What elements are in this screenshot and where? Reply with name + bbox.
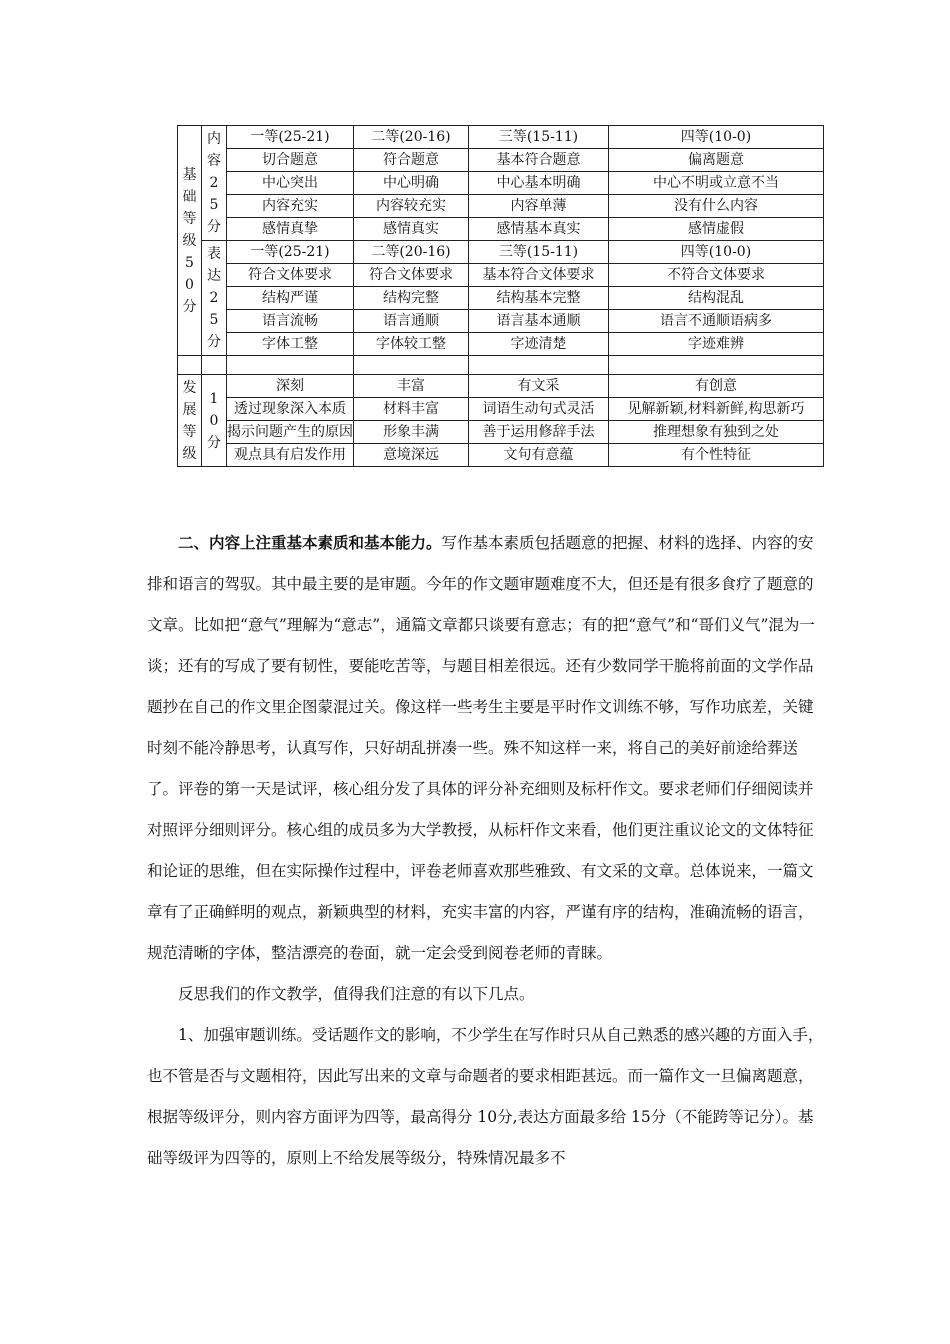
table-cell: 语言基本通顺 [469,310,609,333]
table-row [178,172,824,195]
table-row [178,195,824,218]
table-cell: 意境深远 [354,444,469,467]
table-cell: 结构基本完整 [469,287,609,310]
table-cell: 基本符合文体要求 [469,264,609,287]
table-row [178,310,824,333]
content-label: 内 容 2 5 分 [202,126,227,241]
table-header-row [178,241,824,264]
table-cell: 偏离题意 [609,149,824,172]
table-cell: 字体工整 [227,333,354,356]
table-row [178,444,824,467]
table-cell: 结构严谨 [227,287,354,310]
table-cell: 字体较工整 [354,333,469,356]
table-cell: 符合文体要求 [354,264,469,287]
table-cell: 感情真挚 [227,218,354,241]
development-level-label: 发 展 等 级 [178,375,202,467]
table-cell: 有个性特征 [609,444,824,467]
table-cell: 丰富 [354,375,469,398]
table-cell: 字迹难辨 [609,333,824,356]
table-cell: 一等(25-21) [227,241,354,264]
table-row [178,421,824,444]
table-cell: 符合文体要求 [227,264,354,287]
table-cell: 四等(10-0) [609,241,824,264]
document-body [147,522,827,1179]
table-cell: 内容充实 [227,195,354,218]
table-row [178,398,824,421]
table-cell: 文句有意蕴 [469,444,609,467]
table-row [178,264,824,287]
table-cell: 深刻 [227,375,354,398]
table-cell: 三等(15-11) [469,126,609,149]
table-cell: 二等(20-16) [354,241,469,264]
paragraph-point-1: 1、加强审题训练。受话题作文的影响，不少学生在写作时只从自己熟悉的感兴趣的方面入手，也不管是否与文题相符，因此写出来的文章与命题者的要求相距甚远。而一篇作文一旦偏离题意，根据等级评分，则内容方面评为四等，最高得分 10分,表达方面最多给 15分（不能跨等记分）。基础等级评为四等的，原则上不给发展等级分，特殊情况最多不 [147,1026,824,1167]
table-cell: 形象丰满 [354,421,469,444]
table-cell: 揭示问题产生的原因 [227,421,354,444]
table-cell: 感情基本真实 [469,218,609,241]
table-cell: 中心明确 [354,172,469,195]
table-cell: 语言通顺 [354,310,469,333]
table-cell: 感情虚假 [609,218,824,241]
table-cell: 材料丰富 [354,398,469,421]
table-cell: 不符合文体要求 [609,264,824,287]
section-heading: 二、内容上注重基本素质和基本能力。 [178,533,442,552]
development-points-label: 1 0 分 [202,375,227,467]
table-cell: 切合题意 [227,149,354,172]
blank-row [178,356,824,375]
table-cell: 透过现象深入本质 [227,398,354,421]
expression-label: 表 达 2 5 分 [202,241,227,356]
table-cell: 中心突出 [227,172,354,195]
table-cell: 没有什么内容 [609,195,824,218]
table-row [178,287,824,310]
table-cell: 语言流畅 [227,310,354,333]
table-cell: 善于运用修辞手法 [469,421,609,444]
table-cell: 基本符合题意 [469,149,609,172]
table-cell: 结构完整 [354,287,469,310]
table-row [178,218,824,241]
table-row [178,149,824,172]
table-row [178,333,824,356]
table-cell: 字迹清楚 [469,333,609,356]
table-cell: 推理想象有独到之处 [609,421,824,444]
table-cell: 感情真实 [354,218,469,241]
table-cell: 中心基本明确 [469,172,609,195]
table-cell: 结构混乱 [609,287,824,310]
table-cell: 二等(20-16) [354,126,469,149]
table-cell: 有文采 [469,375,609,398]
basic-level-label: 基 础 等 级 5 0 分 [178,126,202,356]
table-cell: 四等(10-0) [609,126,824,149]
table-cell: 见解新颖,材料新鲜,构思新巧 [609,398,824,421]
table-cell: 观点具有启发作用 [227,444,354,467]
table-cell: 中心不明或立意不当 [609,172,824,195]
grading-table [177,125,824,467]
table-header-row [178,375,824,398]
table-cell: 内容单薄 [469,195,609,218]
table-cell: 一等(25-21) [227,126,354,149]
table-cell: 符合题意 [354,149,469,172]
table-cell: 词语生动句式灵活 [469,398,609,421]
table-cell: 三等(15-11) [469,241,609,264]
paragraph-reflection: 反思我们的作文教学，值得我们注意的有以下几点。 [178,985,535,1003]
table-header-row [178,126,824,149]
table-cell: 语言不通顺语病多 [609,310,824,333]
paragraph-content [147,522,827,974]
paragraph-text: 写作基本素质包括题意的把握、材料的选择、内容的安排和语言的驾驭。其中最主要的是审题。今年的作文题审题难度不大，但还是有很多食疗了题意的文章。比如把“意气”理解为“意志”，通篇文章都只谈要有意志；有的把“意气”和“哥们义气”混为一谈；还有的写成了要有韧性，要能吃苦等，与题目相差很远。还有少数同学干脆将前面的文学作品题抄在自己的作文里企图蒙混过关。像这样一些考生主要是平时作文训练不够，写作功底差，关键时刻不能冷静思考，认真写作，只好胡乱拼凑一些。殊不知这样一来，将自己的美好前途给葬送了。评卷的第一天是试评，核心组分发了具体的评分补充细则及标杆作文。要求老师们仔细阅读并对照评分细则评分。核心组的成员多为大学教授，从标杆作文来看，他们更注重议论文的文体特征和论证的思维，但在实际操作过程中，评卷老师喜欢那些雅致、有文采的文章。总体说来，一篇文章有了正确鲜明的观点，新颖典型的材料，充实丰富的内容，严谨有序的结构，准确流畅的语言，规范清晰的字体，整洁漂亮的卷面，就一定会受到阅卷老师的青睐。 [147,534,815,962]
table-cell: 内容较充实 [354,195,469,218]
table-cell: 有创意 [609,375,824,398]
